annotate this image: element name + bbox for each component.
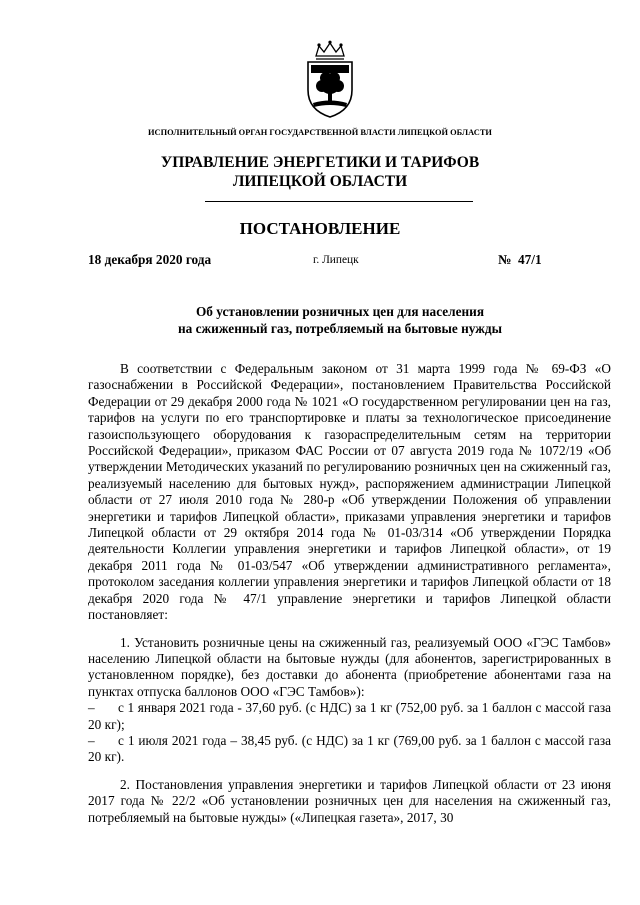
header-divider <box>205 201 473 202</box>
issuing-authority: ИСПОЛНИТЕЛЬНЫЙ ОРГАН ГОСУДАРСТВЕННОЙ ВЛАСТИ ЛИПЕЦКОЙ ОБЛАСТИ <box>148 128 492 137</box>
price-item-1-text: с 1 января 2021 года - 37,60 руб. (с НДС) за 1 кг (752,00 руб. за 1 баллон с массой газа 20 кг); <box>88 700 611 732</box>
document-type-title: ПОСТАНОВЛЕНИЕ <box>239 219 401 238</box>
dash-marker: – <box>88 700 95 716</box>
department-name-line1: УПРАВЛЕНИЕ ЭНЕРГЕТИКИ И ТАРИФОВ <box>160 154 480 171</box>
coat-of-arms-icon <box>300 40 360 118</box>
dash-marker: – <box>88 732 95 748</box>
document-date: 18 декабря 2020 года <box>88 252 212 267</box>
subject-line1: Об установлении розничных цен для населения <box>195 304 485 319</box>
paragraph-item-2: 2. Постановления управления энергетики и тарифов Липецкой области от 23 июня 2017 года № 22/2 «Об установлении розничных цен для населения на сжиженный газ, потребляемый на бытовые нужды» («Липецкая газета», 2017, 30 <box>88 776 611 825</box>
department-name-line2: ЛИПЕЦКОЙ ОБЛАСТИ <box>232 173 408 190</box>
document-body <box>88 361 611 826</box>
subject-line2: на сжиженный газ, потребляемый на бытовые нужды <box>177 320 502 336</box>
document-number: № 47/1 <box>498 252 542 267</box>
price-item-1 <box>88 700 611 733</box>
document-subject <box>0 304 640 337</box>
department-name <box>0 153 640 191</box>
paragraph-item-1: 1. Установить розничные цены на сжиженный газ, реализуемый ООО «ГЭС Тамбов» населению Липецкой области на бытовые нужды (для абонентов, зарегистрированных в установленном порядке), без доставки до абонента (приобретение абонентами газа на пунктах отпуска баллонов ООО «ГЭС Тамбов»): <box>88 634 611 699</box>
document-city: г. Липецк <box>313 254 359 266</box>
price-item-2-text: с 1 июля 2021 года – 38,45 руб. (с НДС) за 1 кг (769,00 руб. за 1 баллон с массой газа 20 кг). <box>88 732 611 765</box>
preamble-paragraph: В соответствии с Федеральным законом от 31 марта 1999 года № 69-ФЗ «О газоснабжении в Российской Федерации», постановлением Правительства Российской Федерации от 29 декабря 2000 года № 1021 «О государственном регулировании цен на газ, тарифов на услуги по его транспортировке и платы за технологическое присоединение газоиспользующего оборудования к газораспределительным сетям на территории Российской Федерации», приказом ФАС России от 07 августа 2019 года № 1072/19 «Об утверждении Методических указаний по регулированию розничных цен на сжиженный газ, реализуемый населению для бытовых нужд», распоряжением администрации Липецкой области от 27 июля 2010 года № 280-р «Об утверждении Положения об управлении энергетики и тарифов Липецкой области», приказами управления энергетики и тарифов Липецкой области от 29 октября 2014 года № 01-03/314 «Об утверждении Порядка деятельности Коллегии управления энергетики и тарифов Липецкой области», от 19 декабря 2011 года № 01-03/547 «Об утверждении административного регламента», протоколом заседания коллегии управления энергетики и тарифов Липецкой области от 18 декабря 2020 года № 47/1 управление энергетики и тарифов Липецкой области постановляет: <box>88 361 611 623</box>
price-item-2 <box>88 733 611 766</box>
